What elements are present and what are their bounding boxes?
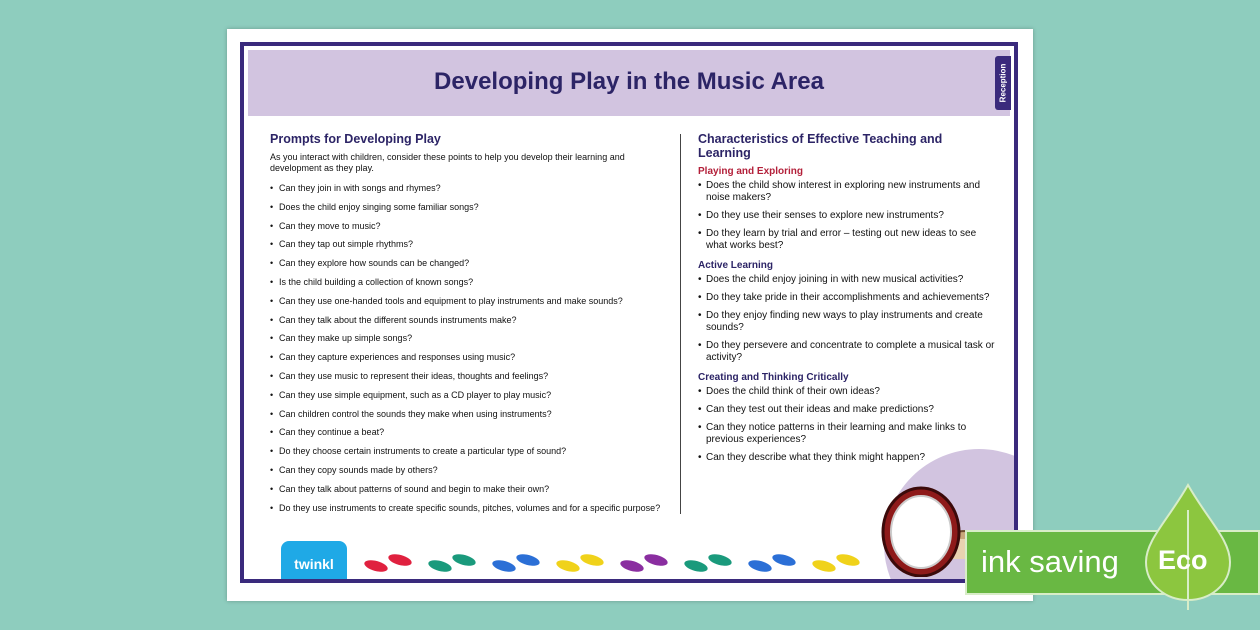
characteristics-groups <box>698 166 998 464</box>
prompts-heading: Prompts for Developing Play <box>270 132 441 146</box>
prompt-item: • Can children control the sounds they make when using instruments? <box>270 408 670 420</box>
prompt-item: • Can they use one-handed tools and equipment to play instruments and make sounds? <box>270 295 670 307</box>
prompt-item: • Can they continue a beat? <box>270 426 670 438</box>
characteristic-group <box>698 166 998 252</box>
eco-leaf-label: Eco <box>1158 545 1208 575</box>
prompt-item: • Can they talk about patterns of sound and begin to make their own? <box>270 483 670 495</box>
prompt-item: • Can they use music to represent their ideas, thoughts and feelings? <box>270 370 670 382</box>
column-divider <box>680 134 681 514</box>
reception-tab-label: Reception <box>998 63 1008 103</box>
twinkl-logo <box>281 541 347 583</box>
worksheet-frame <box>240 42 1018 583</box>
reception-tab <box>995 56 1011 110</box>
prompt-item: • Can they make up simple songs? <box>270 332 670 344</box>
footprint <box>683 552 733 574</box>
prompts-column <box>270 132 670 520</box>
characteristic-list <box>698 274 998 364</box>
footprint <box>555 552 605 574</box>
characteristic-item: • Do they use their senses to explore new instruments? <box>698 210 998 222</box>
prompt-item: • Does the child enjoy singing some familiar songs? <box>270 201 670 213</box>
characteristic-group-heading: Creating and Thinking Critically <box>698 372 849 383</box>
characteristic-item: • Do they persevere and concentrate to complete a musical task or activity? <box>698 340 998 364</box>
footprint <box>427 552 477 574</box>
characteristic-item: • Can they notice patterns in their learning and make links to previous experiences? <box>698 422 998 446</box>
footprint <box>364 552 413 574</box>
prompt-item: • Do they choose certain instruments to create a particular type of sound? <box>270 445 670 457</box>
prompts-list <box>270 182 670 514</box>
characteristic-item: • Do they learn by trial and error – testing out new ideas to see what works best? <box>698 228 998 252</box>
characteristic-item: • Do they enjoy finding new ways to play instruments and create sounds? <box>698 310 998 334</box>
page-title: Developing Play in the Music Area <box>434 68 824 95</box>
characteristic-item: • Does the child show interest in exploring new instruments and noise makers? <box>698 180 998 204</box>
prompt-item: • Can they explore how sounds can be changed? <box>270 257 670 269</box>
characteristic-item: • Can they test out their ideas and make predictions? <box>698 404 998 416</box>
prompt-item: • Can they join in with songs and rhymes? <box>270 182 670 194</box>
ink-saving-label: ink saving <box>981 544 1119 579</box>
characteristic-group <box>698 260 998 364</box>
prompt-item: • Can they copy sounds made by others? <box>270 464 670 476</box>
twinkl-logo-text: twinkl <box>294 556 334 572</box>
prompt-item: • Can they move to music? <box>270 220 670 232</box>
characteristic-group-heading: Active Learning <box>698 260 774 271</box>
characteristics-column <box>698 132 998 472</box>
prompt-item: • Can they use simple equipment, such as a CD player to play music? <box>270 389 670 401</box>
footprint <box>619 552 669 574</box>
footprint <box>747 552 797 574</box>
characteristics-heading: Characteristics of Effective Teaching and Learning <box>698 132 943 160</box>
characteristic-item: • Does the child enjoy joining in with new musical activities? <box>698 274 998 286</box>
prompt-item: • Can they capture experiences and responses using music? <box>270 351 670 363</box>
characteristic-item: • Does the child think of their own ideas? <box>698 386 998 398</box>
characteristic-item: • Can they describe what they think might happen? <box>698 452 998 464</box>
footprint <box>811 552 861 574</box>
title-banner <box>248 50 1010 116</box>
prompt-item: • Is the child building a collection of known songs? <box>270 276 670 288</box>
characteristic-item: • Do they take pride in their accomplishments and achievements? <box>698 292 998 304</box>
footprints-icon <box>364 546 884 576</box>
prompt-item: • Can they talk about the different sounds instruments make? <box>270 314 670 326</box>
characteristic-group <box>698 372 998 464</box>
worksheet-page <box>227 29 1033 601</box>
footprint <box>491 552 541 574</box>
characteristic-group-heading: Playing and Exploring <box>698 166 804 177</box>
characteristic-list <box>698 180 998 252</box>
prompts-intro: As you interact with children, consider these points to help you develop their learning and development as they play. <box>270 152 625 173</box>
prompt-item: • Can they tap out simple rhythms? <box>270 238 670 250</box>
prompt-item: • Do they use instruments to create specific sounds, pitches, volumes and for a specific purpose? <box>270 502 670 514</box>
